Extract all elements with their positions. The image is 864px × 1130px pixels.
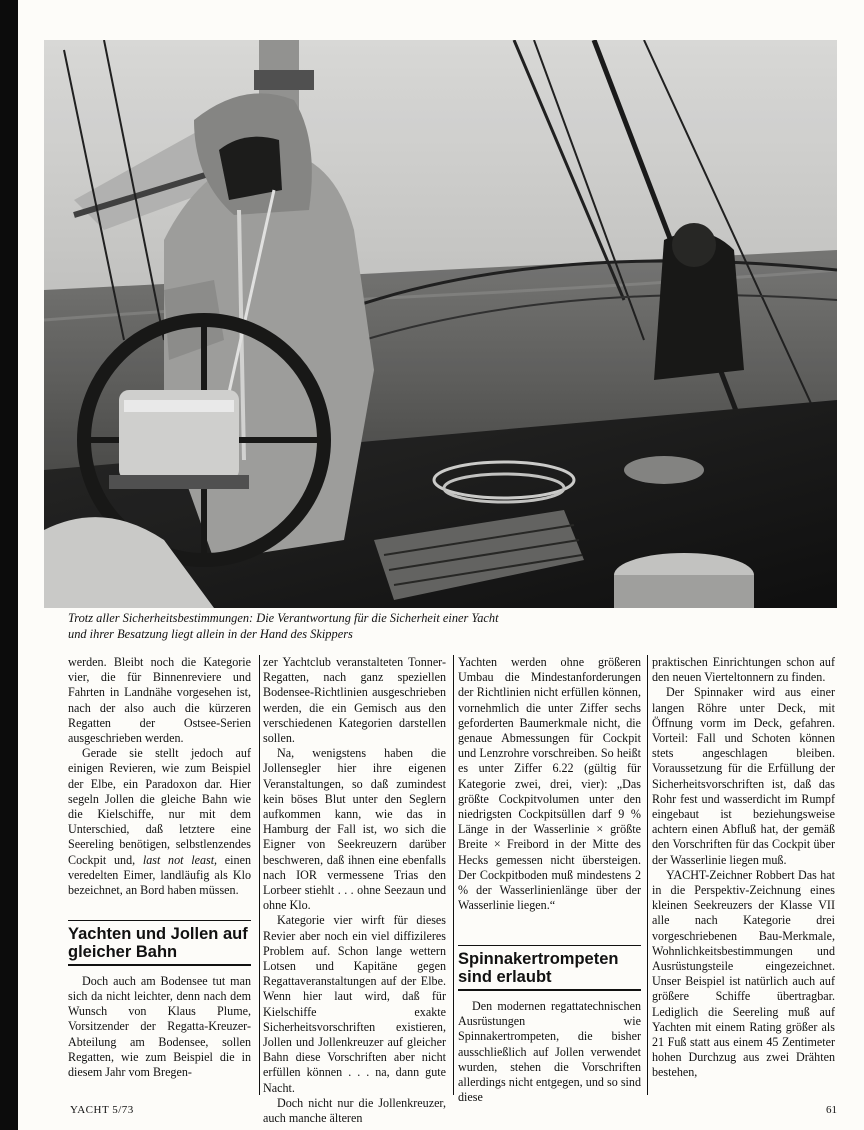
- photo-caption: [68, 610, 848, 642]
- paragraph: Yachten werden ohne größeren Umbau die Mindestanforderungen der Richtlinien nicht erfüllen können, vornehmlich die unter Ziffer sechs geforderten Baumerkmale nicht, die genaue Abmessungen für Cockpit und Lenzrohre vorschreiben. So heißt es unter Ziffer 6.22 (gültig für Kategorie zwei, drei, vier): „Das größte Cockpitvolumen unter den niedrigsten Cockpitsüllen darf 9 % Länge in der Wasserlinie × größte Breite × Freibord in der Mitte des Hecks gemessen nicht übersteigen. Der Cockpitboden muß mindestens 2 % der Wasserlinienlänge über der Wasserlinie liegen.“: [458, 655, 641, 913]
- article-column-2: [263, 655, 446, 1126]
- section-heading-box: [458, 945, 641, 991]
- paragraph: werden. Bleibt noch die Kategorie vier, die für Binnenreviere und Fahrten in Landnähe vorgesehen ist, nach der also auch die kürzeren Regatten der Ostsee-Serien ausgeschrieben werden.: [68, 655, 251, 746]
- magazine-issue-footer: YACHT 5/73: [70, 1104, 134, 1116]
- heading-rule: [68, 964, 251, 966]
- paragraph: [68, 746, 251, 898]
- paragraph: Der Spinnaker wird aus einer langen Röhre unter Deck, mit Öffnung vorm im Deck, gefahren. Vorteil: Fall und Schoten können stets angeschlagen bleiben. Voraussetzung für die Erfüllung der Sicherheitsvorschriften ist, daß das Rohr fest und wasserdicht im Rumpf eingebaut ist beziehungsweise achtern einen Abfluß hat, der gemäß den Vorschriften für das Cockpit über der Wasserlinie liegen muß.: [652, 685, 835, 867]
- paragraph: zer Yachtclub veranstalteten Tonner-Regatten, nach ganz speziellen Bodensee-Richtlinien ausgeschrieben werden, die ein Gemisch aus den verschiedenen Kategorien darstellen sollen.: [263, 655, 446, 746]
- section-heading: Spinnakertrompeten sind erlaubt: [458, 950, 619, 987]
- yacht-photo: [44, 40, 837, 608]
- photo-illustration: [44, 40, 837, 608]
- paragraph: praktischen Einrichtungen schon auf den neuen Vierteltonnern zu finden.: [652, 655, 835, 685]
- paragraph: YACHT-Zeichner Robbert Das hat in die Perspektiv-Zeichnung eines kleinen Seekreuzers der Klasse VII alle nach Kategorie drei vorgeschriebenen Bau-Merkmale, Wohnlichkeitsbestimmungen und Ausrüstungsteile eingezeichnet. Unser Beispiel ist natürlich auch auf größere Schiffe übertragbar. Lediglich die Seereling muß auf Yachten mit einem Rating größer als 21 Fuß statt aus einem 45 Zentimeter hohen Durchzug aus zwei Drähten bestehen,: [652, 867, 835, 1080]
- paragraph: Kategorie vier wirft für dieses Revier aber noch ein viel diffizileres Problem auf. Schon lange wettern Lotsen und Kapitäne gegen Regattaveranstaltungen auf der Elbe. Wenn hier laut wird, daß für Kielschiffe exakte Sicherheitsvorschriften existieren, Jollen und Jollenkreuzer auf gleicher Bahn diese Vorschriften aber nicht erfüllen können . . . na, dann gute Nacht.: [263, 913, 446, 1095]
- section-heading-box: [68, 920, 251, 966]
- article-column-1: [68, 655, 251, 1080]
- heading-rule: [458, 989, 641, 991]
- article-column-3: [458, 655, 641, 1105]
- paragraph-text: Gerade sie stellt jedoch auf einigen Revieren, wie zum Beispiel der Elbe, ein Paradoxon dar. Hier segeln Jollen die gleiche Bahn wie die Kielschiffe, nur mit dem Unterschied, daß letztere eine Seereling benötigen, selbstlenzendes Cockpit und,: [68, 746, 251, 867]
- paragraph-text: einen veredelten Eimer, landläufig als Klo bezeichnet, an Bord haben müssen.: [68, 852, 251, 898]
- column-divider: [453, 655, 454, 1095]
- column-divider: [647, 655, 648, 1095]
- paragraph: Den modernen regattatechnischen Ausrüstungen wie Spinnakertrompeten, die bisher ausschließlich auf Jollen verwendet wurden, stehen die Vorschriften allerdings nicht entgegen, und so sind diese: [458, 998, 641, 1105]
- binding-edge: [0, 0, 18, 1130]
- italic-phrase: last not least,: [142, 852, 218, 867]
- caption-line-2: und ihrer Besatzung liegt allein in der Hand des Skippers: [68, 627, 353, 641]
- article-column-4: [652, 655, 835, 1081]
- page-number: 61: [826, 1104, 837, 1116]
- paragraph: Doch auch am Bodensee tut man sich da nicht leichter, denn nach dem Wunsch von Klaus Plume, Vorsitzender der Regatta-Kreuzer-Abteilung am Bodensee, sollen Regatten, wie zum Beispiel die in diesem Jahr vom Bregen-: [68, 973, 251, 1079]
- caption-line-1: Trotz aller Sicherheitsbestimmungen: Die Verantwortung für die Sicherheit einer Yacht: [68, 611, 499, 625]
- paragraph: Na, wenigstens haben die Jollensegler hier ihre eigenen Veranstaltungen, so daß zumindest kein böses Blut unter den Seglern aufkommen kann, wie das in Hamburg der Fall ist, wo sich die Eigner von Seekreuzern darüber beschweren, daß ihnen eine ebenfalls nach IOR vermessene Trias den Lorbeer stiehlt . . . ohne Seezaun und ohne Klo.: [263, 746, 446, 913]
- column-divider: [259, 655, 260, 1095]
- section-heading: Yachten und Jollen auf gleicher Bahn: [68, 925, 248, 962]
- paragraph: Doch nicht nur die Jollenkreuzer, auch manche älteren: [263, 1095, 446, 1126]
